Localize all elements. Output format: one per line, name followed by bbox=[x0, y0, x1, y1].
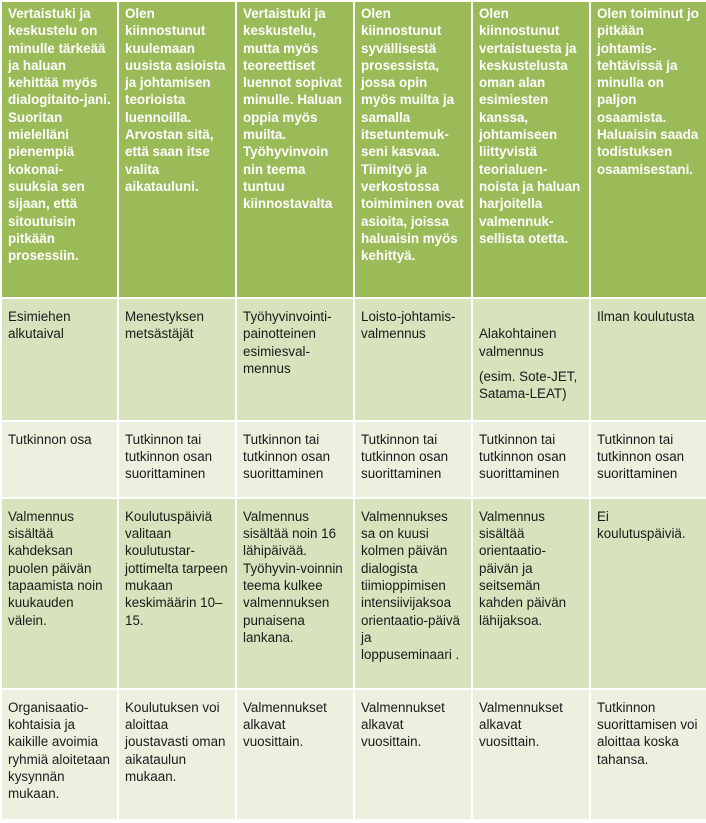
program-row bbox=[1, 298, 706, 421]
degree-cell-1: Tutkinnon osa bbox=[1, 421, 118, 498]
degree-cell-5: Tutkinnon tai tutkinnon osan suorittaminen bbox=[472, 421, 590, 498]
degree-cell-3: Tutkinnon tai tutkinnon osan suorittaminen bbox=[236, 421, 354, 498]
start-row bbox=[1, 689, 706, 820]
program-cell-6: Ilman koulutusta bbox=[590, 298, 706, 421]
program-cell-4: Loisto-johtamis-valmennus bbox=[354, 298, 472, 421]
header-cell-2: Olen kiinnostunut kuulemaan uusista asioista ja johtamisen teorioista luennoilla. Arvostan sitä, että saan itse valita aikatauluni. bbox=[118, 1, 236, 298]
program-cell-5-note: (esim. Sote-JET, Satama-LEAT) bbox=[479, 368, 578, 402]
start-cell-3: Valmennukset alkavat vuosittain. bbox=[236, 689, 354, 820]
start-cell-6: Tutkinnon suorittamisen voi aloittaa koska tahansa. bbox=[590, 689, 706, 820]
start-cell-5: Valmennukset alkavat vuosittain. bbox=[472, 689, 590, 820]
content-cell-3: Valmennus sisältää noin 16 lähipäivää. Työhyvin-voinnin teema kulkee valmennuksen punaisena lankana. bbox=[236, 498, 354, 689]
program-cell-1: Esimiehen alkutaival bbox=[1, 298, 118, 421]
header-cell-1: Vertaistuki ja keskustelu on minulle tärkeää ja haluan kehittää myös dialogitaito-jani. Suoritan mielelläni pienempiä kokonai-suuksia sen sijaan, että sitoutuisin pitkään prosessiin. bbox=[1, 1, 118, 298]
header-cell-4: Olen kiinnostunut syvällisestä prosessista, jossa opin myös muilta ja samalla itsetuntemuk-seni kasvaa. Tiimityö ja verkostossa toimiminen ovat asioita, joissa haluaisin myös kehittyä. bbox=[354, 1, 472, 298]
content-cell-4: Valmennukses sa on kuusi kolmen päivän dialogista tiimioppimisen intensiivijaksoa orientaatio-päivä ja loppuseminaari . bbox=[354, 498, 472, 689]
start-cell-4: Valmennukset alkavat vuosittain. bbox=[354, 689, 472, 820]
content-cell-6: Ei koulutuspäiviä. bbox=[590, 498, 706, 689]
program-cell-5 bbox=[472, 298, 590, 421]
degree-cell-6: Tutkinnon tai tutkinnon osan suorittaminen bbox=[590, 421, 706, 498]
content-cell-5: Valmennus sisältää orientaatio-päivän ja seitsemän kahden päivän lähijaksoa. bbox=[472, 498, 590, 689]
start-cell-1: Organisaatio-kohtaisia ja kaikille avoimia ryhmiä aloitetaan kysynnän mukaan. bbox=[1, 689, 118, 820]
header-cell-6: Olen toiminut jo pitkään johtamis-tehtävissä ja minulla on paljon osaamista. Haluaisin saada todistuksen osaamisestani. bbox=[590, 1, 706, 298]
program-cell-5-title: Alakohtainen valmennus bbox=[479, 326, 557, 359]
degree-row bbox=[1, 421, 706, 498]
program-cell-2: Menestyksen metsästäjät bbox=[118, 298, 236, 421]
program-cell-3: Työhyvinvointi-painotteinen esimiesval-mennus bbox=[236, 298, 354, 421]
content-cell-2: Koulutuspäiviä valitaan koulutustar-jottimelta tarpeen mukaan keskimäärin 10–15. bbox=[118, 498, 236, 689]
degree-cell-2: Tutkinnon tai tutkinnon osan suorittaminen bbox=[118, 421, 236, 498]
start-cell-2: Koulutuksen voi aloittaa joustavasti oman aikataulun mukaan. bbox=[118, 689, 236, 820]
content-row bbox=[1, 498, 706, 689]
header-cell-5: Olen kiinnostunut vertaistuesta ja keskustelusta oman alan esimiesten kanssa, johtamiseen liittyvistä teorialuen-noista ja haluan harjoitella valmennuk-sellista otetta. bbox=[472, 1, 590, 298]
content-cell-1: Valmennus sisältää kahdeksan puolen päivän tapaamista noin kuukauden välein. bbox=[1, 498, 118, 689]
header-row bbox=[1, 1, 706, 298]
header-cell-3: Vertaistuki ja keskustelu, mutta myös teoreettiset luennot sopivat minulle. Haluan oppia myös muilta. Työhyvinvoin nin teema tuntuu kiinnostavalta bbox=[236, 1, 354, 298]
degree-cell-4: Tutkinnon tai tutkinnon osan suorittaminen bbox=[354, 421, 472, 498]
